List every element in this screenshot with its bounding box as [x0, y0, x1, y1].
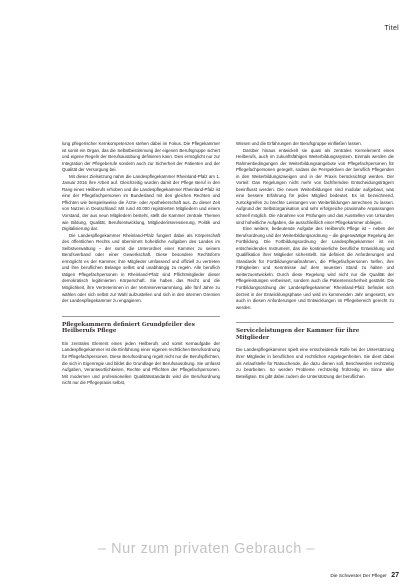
paragraph: Die Landespflegekammer Rheinland-Pfalz fungiert dabei als Körperschaft des öffentlichen Rechts und übernimmt hoheitliche Aufgaben des Landes im Selbstverwaltung – der somit die Unterordnet einer Kammer zu seinem Berufsverband oder einer Gewerkschaft. Diese besondere Rechtsform ermöglicht es der Kammer, ihre Mitglieder umfassend und offiziell zu vertreten und ihre beruflichen Belange selbst und unabhängig zu regeln. Alle beruflich tätigen Pflegefachpersonen in Rheinland-Pfalz sind Pflichtmitglieder dieser demokratisch legitimierten Körperschaft. Sie haben das Recht und die Möglichkeit, ihre Vertreterinnen in der Vertreterversammlung, alle fünf Jahre zu wählen oder sich selbst zur Wahl aufzustellen und sich in den internen Gremien der Landespflegekammer zu engagieren.	[62, 232, 220, 304]
section-heading: Pflegekammern definiert Grundpfeiler des Heilberufs Pflege	[62, 316, 220, 335]
right-column	[236, 141, 394, 380]
paragraph: Ein zentrales Element eines jeden Heilberufs und somit Kernaufgabe der Landespflegekammer ist die Einführung einer eigenen rechtlichen Berufsordnung für Pflegefachpersonen. Diese Berufsordnung regelt nicht nur die Berufspflichten, die sich in Eigenregie und bildet die Grundlage der Berufsausübung. Sie umfasst Aufgaben, Verantwortlichkeiten, Rechte und Pflichten der Pflegefachpersonen. Mit modernen und professionellen Qualitätsstandards wird die Berufsordnung nicht nur die Pflegepraxis selbst,	[62, 340, 220, 386]
page-footer	[330, 572, 399, 579]
paragraph: Mit dieser Zielsetzung nahm die Landespflegekammer Rheinland-Pfalz am 1. Januar 2016 ihre Arbeit auf. Gleichzeitig wurden damit der Pflege Beruf in den Rang eines Heilberufs erhoben und die Landespflegekammer Rheinland-Pfalz ist eine der Pflegefachpersonen im Bundesland mit den gleichen Rechten und Pflichten wie beispielsweise die Ärzte- oder Apothekerschaft aus. Zu dieser Zeit von Nutzen in Deutschland: Mit rund 40.000 registrierten Mitgliedern und einem Vorstand, der aus neun Mitgliedern besteht, stellt die Kammer zentrale Themen wie Bildung, Qualität, Berufsentwicklung, Mitgliederinteressierung, Politik und Digitalisierung dar.	[62, 173, 220, 232]
page-number: 27	[391, 572, 399, 579]
paragraph: Wissen und die Erfahrungen der Berufsgruppe einfließen lassen.	[236, 141, 362, 146]
section-heading: Serviceleistungen der Kammer für ihre Mitglieder	[236, 322, 394, 341]
paragraph: Eine weitere, bedeutende Aufgabe des Heilberufs Pflege ist – neben der Berufsordnung und der Weiterbildungsordnung – die gegenwärtige Regelung der Fortbildung. Die Fortbildungsordnung der Landespflegekammer ist ein entscheidendes Instrument, das die kontinuierliche berufliche Entwicklung und Qualifikation ihrer Mitglieder sicherstellt. Sie definiert die Anforderungen und Standards für Fortbildungsmaßnahmen, die Pflegefachpersonen helfen, ihre Fähigkeiten und Kenntnisse auf dem neuesten Stand zu halten und weiterzuentwickeln. Durch diese Regelung wird nicht nur die Qualität der Pflegeleistungen verbessert, sondern auch die Patientensicherheit gestärkt. Die Fortbildungsordnung der Landespflegekammer Rheinland-Pfalz befindet sich derzeit in der Entwicklungsphase und wird im kommenden Jahr umgesetzt, um auch in diesen Anforderungen und Entwicklungen im Pflegebereich gerecht zu werden.	[236, 226, 394, 310]
journal-name: Die Schwester Der Pfleger	[330, 574, 387, 579]
paragraph: lung pflegerischer Kernkompetenzen stehen dabei im Fokus. Die Pflegekammer ist somit ein Organ, das die Selbstbestimmung der eigenen Berufsgruppe sichert und eigene Regeln der Berufsausübung definieren kann. Dies ermöglicht nur zur Integration der Pflegeberufe sondern auch zur Sicherheit der Patienten und der Qualität der Versorgung bei.	[62, 141, 220, 173]
paragraph: Darüber hinaus entwickelt sie quasi als zentrales Kernelement eines Heilberufs, auch im zukunftsfähigen Weiterbildungssystem. Einmals werden die Rahmenbedingungen der Weiterbildungsangebote von Pflegefachpersonen für Pflegefachpersonen geregelt, sodass die Perspektiven der beruflich Pflegenden in den Weiterbildungszweigen und in der Praxis berücksichtigt werden. Der Vorteil: Das Regelungen nicht mehr von fachfremden Entscheidungsträgern beeinflusst werden. Die neuen Weiterbildungen sind modular aufgebaut, was eine bessere Erfahrung für jedes Mitglied bedeutet. Es ist bezeichnend, zurückgreifen zu brechte Leistungen von Weiterbildungen anrechnen zu lassen. Aufgrund der Selbstorganisation und sehr erfolgreiche praxisnahe Anpassungen schnell möglich. Die Abnahme von Prüfungen und das Ausstellen von Urkunden sind hoheitliche Aufgaben, die ausschließlich einer Pflegekammer obliegen.	[236, 147, 394, 225]
paragraph: Die Landespflegekammer spielt eine entscheidende Rolle bei der Unterstützung ihrer Mitglieder in beruflichen und rechtlichen Angelegenheiten. Sie dient dabei als Anlaufstelle für Ratsuchende, die dazu dienen soll, Beschwerden rechtzeitig zu bearbeiten. So werden Probleme rechtzeitig frühzeitig im Sinne aller Beteiligten. Es gibt dabei zudem die Unterstützung der beruflichen	[236, 347, 394, 379]
running-title: Titel	[384, 25, 399, 32]
private-use-watermark: – Nur zum privaten Gebrauch –	[98, 541, 315, 557]
left-column	[62, 141, 220, 387]
